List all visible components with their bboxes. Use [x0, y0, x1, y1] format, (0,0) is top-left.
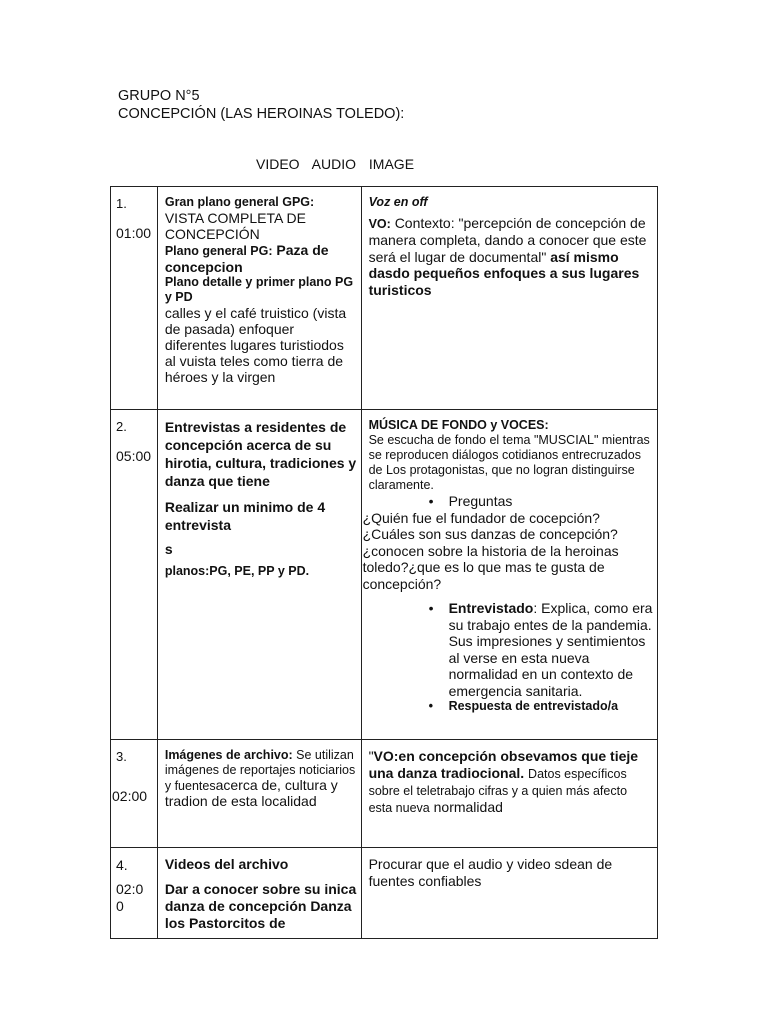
shot-type: Plano general PG: — [164, 244, 273, 258]
audio-description: Procurar que el audio y video sdean de fuentes confiables — [368, 856, 613, 889]
video-description: acerca de, cultura y tradion de esta localidad — [164, 777, 338, 809]
video-cell — [157, 187, 361, 410]
row-number: 3. — [116, 749, 127, 764]
audio-description: normalidad — [433, 798, 503, 815]
audio-description: Datos específicos sobre el teletrabajo cifras y a quien más afecto esta nueva — [368, 766, 628, 815]
video-description: Dar a conocer sobre su inica danza de concepción Danza los Pastorcitos de — [164, 881, 357, 931]
audio-cell — [361, 848, 657, 939]
row-number-cell — [111, 410, 158, 740]
row-number-cell — [111, 848, 158, 939]
bullet-bold: Entrevistado — [448, 600, 534, 616]
column-headers: VIDEO AUDIO IMAGE — [256, 156, 415, 172]
shot-subject: Paza de concepcion — [164, 242, 329, 275]
row-number: 1. — [116, 196, 127, 211]
shot-description: calles y el café truistico (vista de pasada) enfoquer diferentes lugares turistiodos al vuista teles como tierra de héroes y la virgen — [164, 305, 347, 385]
shot-type: Plano detalle y primer plano PG y PD — [164, 275, 354, 304]
row-time: 01:00 — [116, 225, 152, 241]
bullet-icon: • — [428, 699, 433, 713]
video-cell — [157, 410, 361, 740]
vo-emphasis: VO:en concepción obsevamos que tieje una danza tradiocional. — [368, 748, 639, 781]
shot-description: VISTA COMPLETA DE CONCEPCIÓN — [164, 210, 306, 242]
row-number-cell — [111, 187, 158, 410]
quote-mark: " — [368, 748, 374, 764]
audio-label: Voz en off — [368, 195, 428, 209]
video-label: Videos del archivo — [164, 856, 289, 872]
vo-label: VO: — [368, 217, 391, 231]
interview-questions: ¿Quién fue el fundador de cocepción? ¿Cuáles son sus danzas de concepción? ¿conocen sobre la historia de la heroinas toledo?¿que es lo que mas te gusta de concepción? — [362, 509, 619, 592]
audio-heading: MÚSICA DE FONDO y VOCES: — [368, 418, 549, 432]
document-subject: CONCEPCIÓN (LAS HEROINAS TOLEDO): — [118, 106, 405, 122]
row-number: 2. — [116, 419, 127, 434]
vo-text: Contexto: "percepción de concepción de manera completa, dando a conocer que este será el lugar de documental" — [368, 215, 647, 265]
table-row — [111, 410, 658, 740]
audio-cell — [361, 740, 657, 848]
group-title: GRUPO N°5 — [118, 88, 200, 104]
video-cell — [157, 848, 361, 939]
video-plans: planos:PG, PE, PP y PD. — [164, 564, 310, 578]
row-number-cell — [111, 740, 158, 848]
table-row — [111, 187, 658, 410]
table-row — [111, 740, 658, 848]
bullet-item: Preguntas — [448, 493, 513, 509]
audio-description: Se escucha de fondo el tema "MUSCIAL" mientras se reproducen diálogos cotidianos entrecruzados de Los protagonistas, que no logran distinguirse claramente. — [368, 433, 650, 492]
video-description: Realizar un minimo de 4 entrevista — [164, 499, 326, 533]
table-row — [111, 848, 658, 939]
row-time: 02:00 — [112, 788, 148, 804]
row-time: 05:00 — [116, 448, 152, 464]
audio-cell — [361, 187, 657, 410]
bullet-icon: • — [428, 600, 434, 616]
bullet-item: : Explica, como era su trabajo entes de la pandemia. Sus impresiones y sentimientos al verse en esta nueva normalidad en un contexto de emergencia sanitaria. — [448, 600, 653, 699]
shot-type: Gran plano general GPG: — [164, 195, 315, 209]
bullet-item: Respuesta de entrevistado/a — [448, 699, 619, 713]
video-description: Se utilizan imágenes de reportajes noticiarios y fuentes — [164, 748, 356, 793]
video-description: Entrevistas a residentes de concepción acerca de su hirotia, cultura, tradiciones y danza que tiene — [164, 419, 357, 489]
audio-cell — [361, 410, 657, 740]
video-label: Imágenes de archivo: — [164, 748, 293, 762]
video-description: s — [164, 541, 173, 557]
row-time: 02:00 — [116, 881, 144, 914]
video-cell — [157, 740, 361, 848]
vo-emphasis: así mismo dasdo pequeños enfoques a sus lugares turisticos — [368, 248, 640, 298]
bullet-icon: • — [428, 493, 434, 509]
script-table — [110, 186, 658, 939]
row-number: 4. — [116, 857, 128, 873]
